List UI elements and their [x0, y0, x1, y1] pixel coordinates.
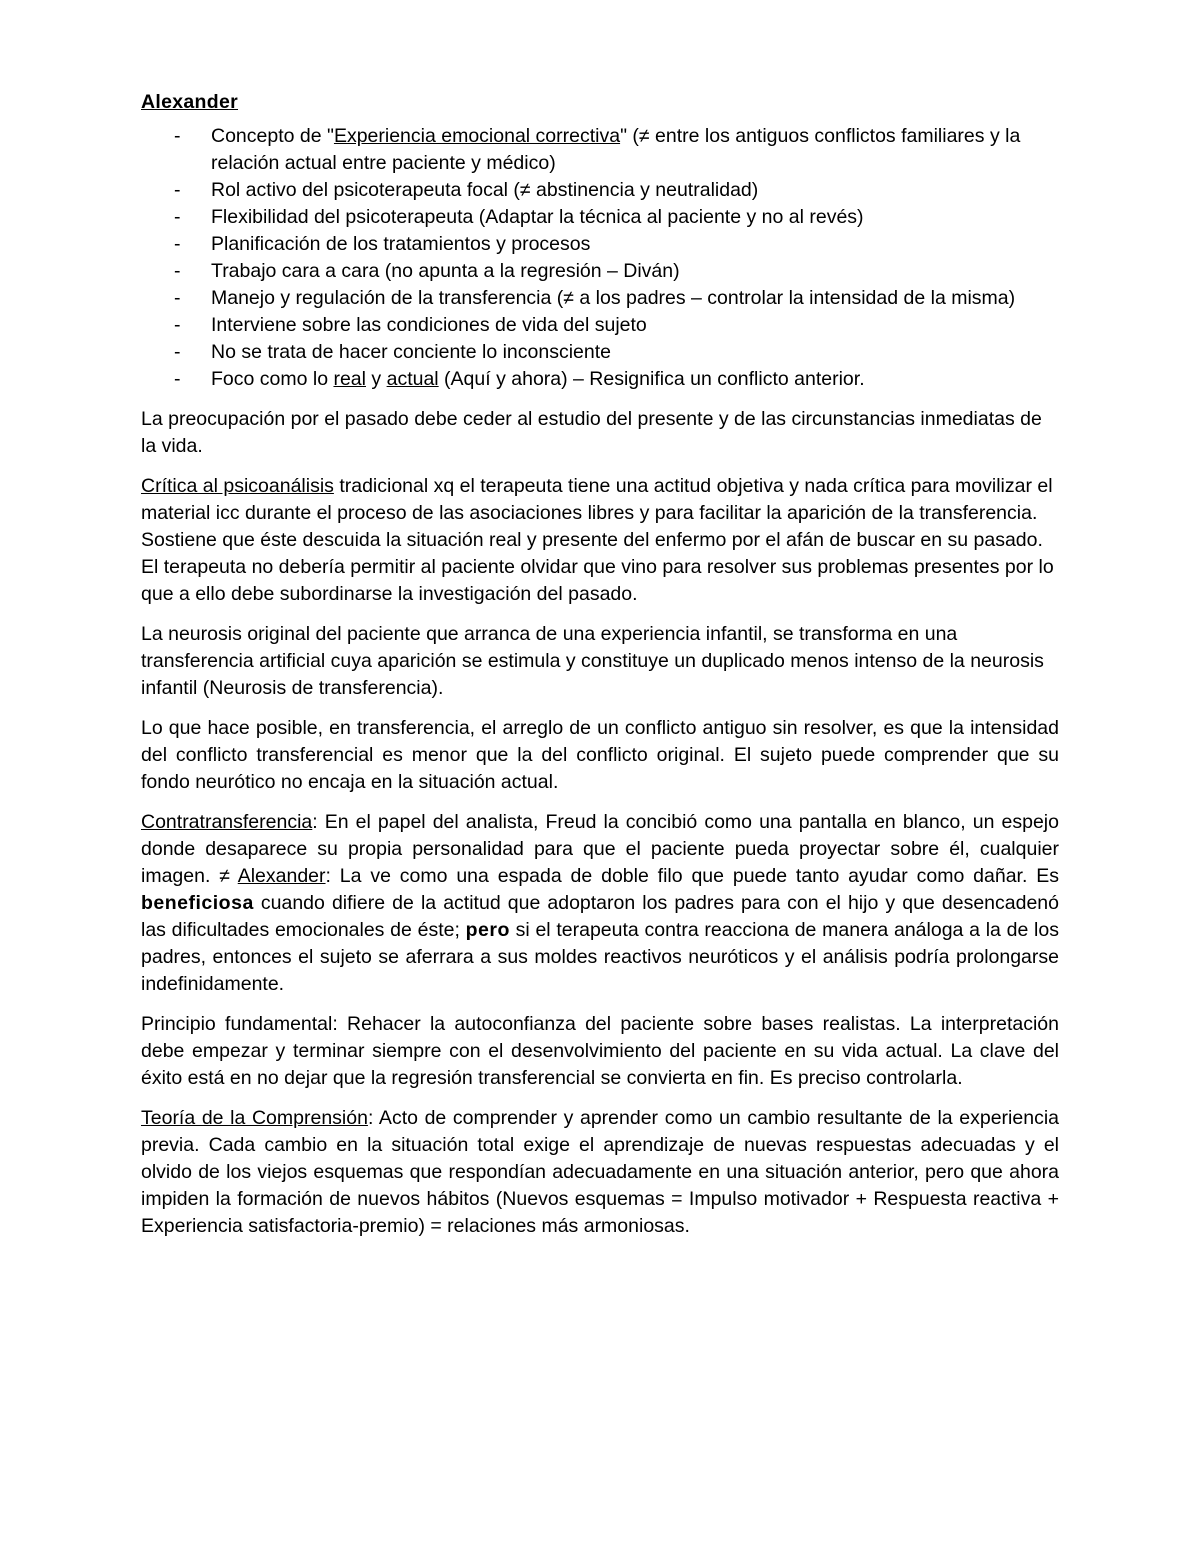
- underlined-term: real: [333, 368, 366, 390]
- paragraph-principio: Principio fundamental: Rehacer la autoconfianza del paciente sobre bases realistas. La interpretación debe empezar y terminar siempre con el desenvolvimiento del paciente en su vida actual. La clave del éxito está en no dejar que la regresión transferencial se convierta en fin. Es preciso controlarla.: [141, 1013, 1059, 1089]
- document-title: Alexander: [141, 91, 238, 113]
- bold-term: beneficiosa: [141, 892, 254, 914]
- list-item: - No se trata de hacer conciente lo inconsciente: [141, 339, 1059, 366]
- bullet-dash: -: [174, 179, 181, 201]
- list-item: - Trabajo cara a cara (no apunta a la regresión – Diván): [141, 258, 1059, 285]
- list-item: - Foco como lo real y actual (Aquí y ahora) – Resignifica un conflicto anterior.: [141, 366, 1059, 393]
- paragraph-critica: Crítica al psicoanálisis tradicional xq el terapeuta tiene una actitud objetiva y nada crítica para movilizar el material icc durante el proceso de las asociaciones libres y para facilitar la aparición de la transferencia. Sostiene que éste descuida la situación real y presente del enfermo por el afán de buscar en su pasado. El terapeuta no debería permitir al paciente olvidar que vino para resolver sus problemas presentes por lo que a ello debe subordinarse la investigación del pasado.: [141, 475, 1054, 605]
- paragraph-conflicto: Lo que hace posible, en transferencia, el arreglo de un conflicto antiguo sin resolver, es que la intensidad del conflicto transferencial es menor que la del conflicto original. El sujeto puede comprender que su fondo neurótico no encaja en la situación actual.: [141, 717, 1059, 793]
- list-item: - Interviene sobre las condiciones de vida del sujeto: [141, 312, 1059, 339]
- document-body: [141, 89, 1059, 1253]
- underlined-term: Alexander: [237, 865, 326, 887]
- list-item: - Flexibilidad del psicoterapeuta (Adaptar la técnica al paciente y no al revés): [141, 204, 1059, 231]
- underlined-term: Crítica al psicoanálisis: [141, 475, 334, 497]
- bullet-dash: -: [174, 341, 181, 363]
- bullet-list: [141, 123, 1059, 393]
- paragraph-comprension: Teoría de la Comprensión: Acto de comprender y aprender como un cambio resultante de la experiencia previa. Cada cambio en la situación total exige el aprendizaje de nuevas respuestas adecuadas y el olvido de los viejos esquemas que respondían adecuadamente en una situación anterior, pero que ahora impiden la formación de nuevos hábitos (Nuevos esquemas = Impulso motivador + Respuesta reactiva + Experiencia satisfactoria-premio) = relaciones más armoniosas.: [141, 1107, 1059, 1237]
- bullet-dash: -: [174, 314, 181, 336]
- list-item: - Planificación de los tratamientos y procesos: [141, 231, 1059, 258]
- paragraph-neurosis: La neurosis original del paciente que arranca de una experiencia infantil, se transforma en una transferencia artificial cuya aparición se estimula y constituye un duplicado menos intenso de la neurosis infantil (Neurosis de transferencia).: [141, 623, 1044, 699]
- paragraph-contratransferencia: Contratransferencia: En el papel del analista, Freud la concibió como una pantalla en blanco, un espejo donde desaparece su propia personalidad para que el paciente pueda proyectar sobre él, cualquier imagen. ≠ Alexander: La ve como una espada de doble filo que puede tanto ayudar como dañar. Es beneficiosa cuando difiere de la actitud que adoptaron los padres para con el hijo y que desencadenó las dificultades emocionales de éste; pero si el terapeuta contra reacciona de manera análoga a la de los padres, entonces el sujeto se aferrara a sus moldes reactivos neuróticos y el análisis podría prolongarse indefinidamente.: [141, 811, 1059, 995]
- underlined-term: Contratransferencia: [141, 811, 313, 833]
- paragraph-present: La preocupación por el pasado debe ceder al estudio del presente y de las circunstancias inmediatas de la vida.: [141, 408, 1042, 457]
- bullet-dash: -: [174, 287, 181, 309]
- list-item: - Rol activo del psicoterapeuta focal (≠ abstinencia y neutralidad): [141, 177, 1059, 204]
- list-item: - Concepto de "Experiencia emocional correctiva" (≠ entre los antiguos conflictos familiares y la relación actual entre paciente y médico): [174, 125, 1021, 174]
- bullet-dash: -: [174, 206, 181, 228]
- bullet-dash: -: [174, 233, 181, 255]
- bullet-dash: -: [174, 368, 181, 390]
- underlined-term: Teoría de la Comprensión: [141, 1107, 368, 1129]
- bullet-dash: -: [174, 260, 181, 282]
- bullet-dash: -: [174, 125, 181, 147]
- underlined-term: actual: [386, 368, 439, 390]
- underlined-term: Experiencia emocional correctiva: [333, 125, 621, 147]
- bold-term: pero: [465, 919, 510, 941]
- list-item: - Manejo y regulación de la transferencia (≠ a los padres – controlar la intensidad de la misma): [141, 285, 1059, 312]
